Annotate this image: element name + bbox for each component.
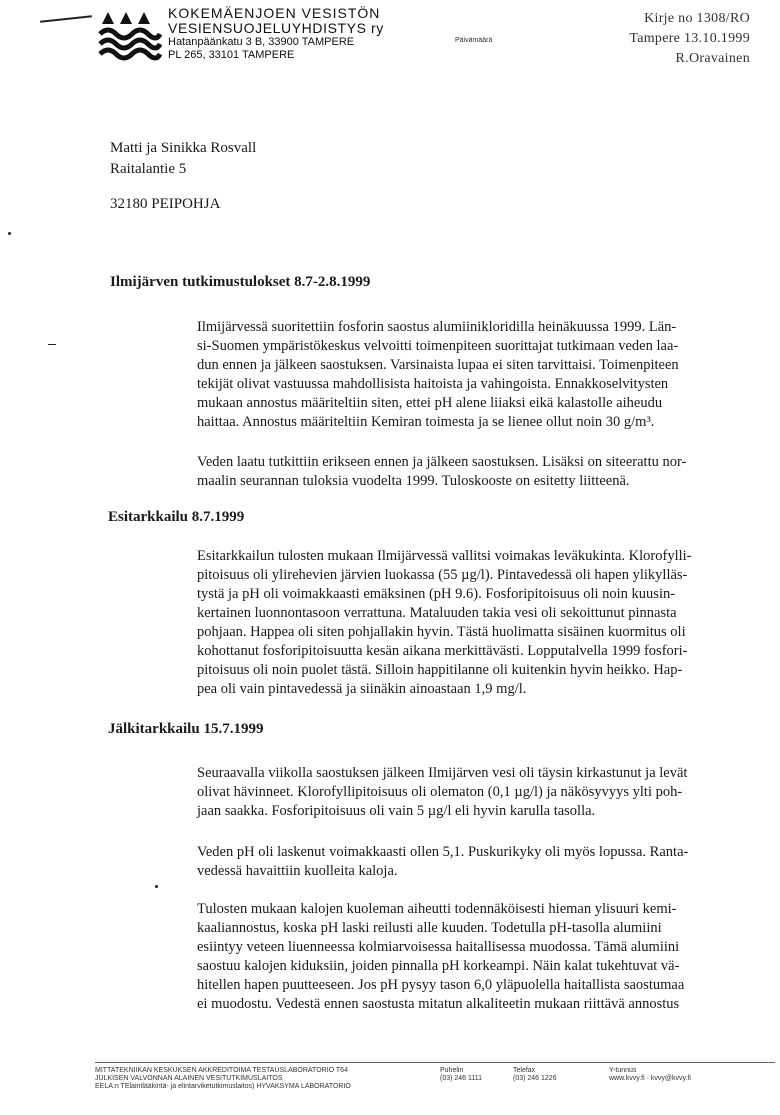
org-address-line1: Hatanpäänkatu 3 B, 33900 TAMPERE (168, 36, 355, 48)
recipient-name: Matti ja Sinikka Rosvall (110, 140, 257, 156)
section1-line: pitoisuus oli ylirehevien järvien luokassa (55 µg/l). Pintavedessä oli hapen ylikylläs- (197, 567, 688, 583)
footer-extra-value: www.kvvy.fi · kvvy@kvvy.fi (609, 1075, 691, 1082)
document-title: Ilmijärven tutkimustulokset 8.7-2.8.1999 (110, 274, 371, 290)
waves-logo-icon (98, 10, 162, 62)
section2-line: Tulosten mukaan kalojen kuoleman aiheutti todennäköisesti hieman ylisuuri kemi- (197, 901, 677, 917)
section-heading-esitarkkailu: Esitarkkailu 8.7.1999 (108, 509, 245, 525)
intro-line: tekijät olivat vastuussa mahdollisista haitoista ja vahingoista. Ennakkoselvitysten (197, 376, 669, 392)
letter-number: Kirje no 1308/RO (644, 11, 750, 26)
footer-extra-label: Y-tunnus (609, 1067, 637, 1074)
footer-line: EELA:n TElaintlääkintä- ja elintarviketutkimuslaitos) HYVAKSYMA LABORATORIO (95, 1083, 351, 1090)
scan-mark (40, 15, 92, 22)
intro2-line: Veden laatu tutkittiin erikseen ennen ja jälkeen saostuksen. Lisäksi on siteerattu nor- (197, 454, 687, 470)
section2-line: jaan saakka. Fosforipitoisuus oli vain 5 µg/l eli hyvin karulla tasolla. (197, 803, 596, 819)
footer-phone (440, 1067, 482, 1083)
intro-line: dun ennen ja jälkeen saostuksen. Varsinaista lupaa ei siten tarvittaisi. Toimenpiteen (197, 357, 679, 373)
footer-line: MITTATEKNIIKAN KESKUKSEN AKKREDITOIMA TESTAUSLABORATORIO T64 (95, 1067, 348, 1074)
footer-fax (513, 1067, 557, 1083)
scan-speck (8, 232, 11, 235)
intro2-line: maalin seurannan tuloksia vuodelta 1999. Tuloskooste on esitetty liitteenä. (197, 473, 630, 489)
footer-phone-label: Puhelin (440, 1067, 464, 1074)
intro-line: Ilmijärvessä suoritettiin fosforin saostus alumiinikloridilla heinäkuussa 1999. Län- (197, 319, 677, 335)
section2-line: kaaliannostus, koska pH laski reilusti alle kuuden. Todetulla pH-tasolla alumiini (197, 920, 662, 936)
jalkitarkkailu-paragraph-1 (197, 764, 750, 821)
footer-phone-value: (03) 246 1111 (440, 1075, 483, 1082)
section2-line: Veden pH oli laskenut voimakkaasti ollen 5,1. Puskurikyky oli myös lopussa. Ranta- (197, 844, 689, 860)
jalkitarkkailu-paragraph-2 (197, 843, 750, 881)
section1-line: tystä ja pH oli voimakkaasti emäksinen (pH 9.6). Fosforipitoisuus oli noin kuusin- (197, 586, 676, 602)
scan-speck (48, 344, 56, 345)
section1-line: pitoisuus oli noin puolet tästä. Silloin happitilanne oli kuitenkin hyvin heikko. Hap- (197, 662, 683, 678)
recipient-address (110, 138, 256, 180)
intro-line: haittaa. Annostus määriteltiin Kemiran toimesta ja se lienee ollut noin 30 g/m³. (197, 414, 655, 430)
footer-fax-value: (03) 246 1226 (513, 1075, 557, 1082)
recipient-street: Raitalantie 5 (110, 161, 187, 177)
footer-line: JULKISEN VALVONNAN ALAINEN VESITUTKIMUSLAITOS (95, 1075, 283, 1082)
section1-line: kertainen luonnontasoon verrattuna. Mataluuden takia vesi oli sekoittunut pinnasta (197, 605, 677, 621)
organization-logo (98, 10, 162, 62)
organization-block (168, 6, 384, 62)
esitarkkailu-paragraph (197, 547, 750, 699)
letter-footer (95, 1062, 775, 1103)
section2-line: esiintyy veteen liuenneessa kolmiarvoisessa haitallisessa muodossa. Tämä alumiini (197, 939, 680, 955)
section-heading-jalkitarkkailu: Jälkitarkkailu 15.7.1999 (108, 721, 264, 737)
section1-line: pea oli vain pintavedessä ja siinäkin ainoastaan 1,9 mg/l. (197, 681, 527, 697)
footer-fax-label: Telefax (513, 1067, 536, 1074)
letter-reference (629, 9, 750, 69)
section1-line: kohottanut fosforipitoisuutta kesän aikana merkittävästi. Lopputalvella 1999 fosfori- (197, 643, 688, 659)
org-name-line1: KOKEMÄENJOEN VESISTÖN (168, 5, 381, 21)
org-address-line2: PL 265, 33101 TAMPERE (168, 49, 295, 61)
org-name-line2: VESIENSUOJELUYHDISTYS ry (168, 20, 384, 36)
jalkitarkkailu-paragraph-3 (197, 900, 750, 1014)
section2-line: saostuu kalojen kiduksiin, joiden pinnalla pH korkeampi. Näin kalat tukehtuvat vä- (197, 958, 680, 974)
scan-speck (155, 885, 158, 888)
intro-paragraph (197, 318, 750, 432)
letter-date: Tampere 13.10.1999 (629, 31, 750, 46)
section1-line: Esitarkkailun tulosten mukaan Ilmijärvessä vallitsi voimakas leväkukinta. Klorofylli- (197, 548, 692, 564)
date-label: Päivämäärä (455, 37, 493, 44)
section1-line: pohjaan. Happea oli siten pohjallakin hyvin. Tästä huolimatta sisäinen kuormitus oli (197, 624, 686, 640)
section2-line: vedessä havaittiin kuolleita kaloja. (197, 863, 398, 879)
recipient-postal: 32180 PEIPOHJA (110, 196, 221, 212)
intro-paragraph-2 (197, 453, 750, 491)
footer-accreditation (95, 1067, 351, 1091)
section2-line: hitellen hapen puutteeseen. Jos pH pysyy tason 6,0 yläpuolella haitallista saostumaa (197, 977, 685, 993)
section2-line: ei muodostu. Vedestä ennen saostusta mitatun alkaliteetin mukaan riittävä annostus (197, 996, 680, 1012)
footer-extra (609, 1067, 691, 1083)
intro-line: mukaan annostus määriteltiin siten, ettei pH alene liiaksi eikä kalastolle aiheudu (197, 395, 663, 411)
intro-line: si-Suomen ympäristökeskus velvoitti toimenpiteen suorittajat tutkimaan veden laa- (197, 338, 679, 354)
letter-author: R.Oravainen (675, 51, 750, 66)
section2-line: olivat hävinneet. Klorofyllipitoisuus oli olematon (0,1 µg/l) ja näkösyvyys ylti poh- (197, 784, 683, 800)
section2-line: Seuraavalla viikolla saostuksen jälkeen Ilmijärven vesi oli täysin kirkastunut ja levät (197, 765, 688, 781)
